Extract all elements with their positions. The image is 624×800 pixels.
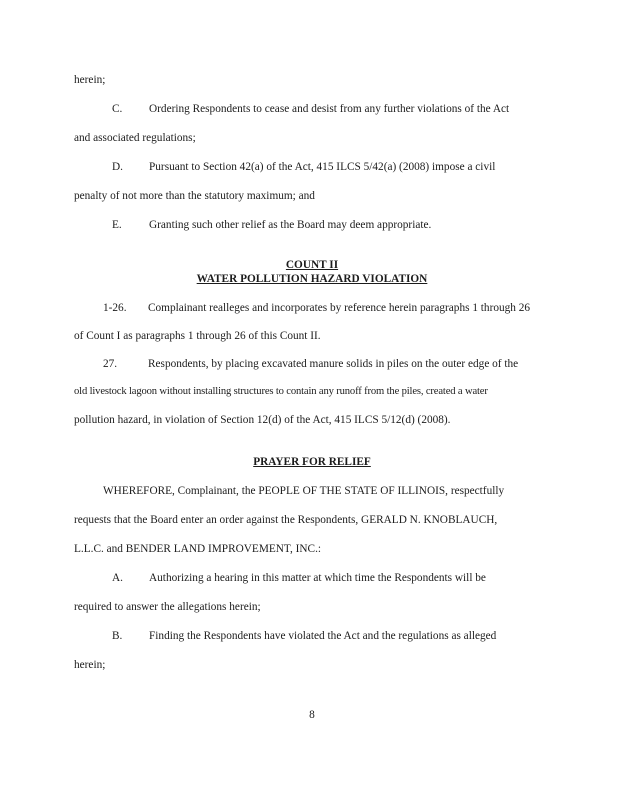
count-subheading: WATER POLLUTION HAZARD VIOLATION: [196, 273, 428, 285]
page-number: 8: [309, 709, 315, 721]
paragraph-c: [112, 102, 509, 116]
item-label: 1-26.: [103, 302, 127, 314]
paragraph-e: [112, 218, 431, 232]
paragraph-line: of Count I as paragraphs 1 through 26 of this Count II.: [74, 330, 321, 342]
paragraph-line: herein;: [74, 659, 106, 671]
paragraph-line: pollution hazard, in violation of Section 12(d) of the Act, 415 ILCS 5/12(d) (2008).: [74, 414, 451, 426]
paragraph-line: required to answer the allegations herein;: [74, 601, 261, 613]
paragraph-line: L.L.C. and BENDER LAND IMPROVEMENT, INC.:: [74, 543, 322, 555]
paragraph-line: Granting such other relief as the Board may deem appropriate.: [149, 219, 432, 231]
item-label: B.: [112, 630, 123, 642]
paragraph-line: penalty of not more than the statutory maximum; and: [74, 190, 315, 202]
paragraph-line: Authorizing a hearing in this matter at which time the Respondents will be: [149, 572, 486, 584]
paragraph-line: Complainant realleges and incorporates by reference herein paragraphs 1 through 26: [148, 302, 531, 314]
paragraph-a: [112, 571, 486, 585]
paragraph-27: [103, 357, 518, 371]
item-label: E.: [112, 219, 122, 231]
paragraph-d: [112, 160, 495, 174]
paragraph-line: requests that the Board enter an order against the Respondents, GERALD N. KNOBLAUCH,: [74, 514, 498, 526]
prayer-heading: PRAYER FOR RELIEF: [253, 456, 371, 468]
paragraph-1-26: [103, 301, 530, 315]
paragraph-line: Respondents, by placing excavated manure solids in piles on the outer edge of the: [148, 358, 519, 370]
item-label: 27.: [103, 358, 118, 370]
paragraph-line: old livestock lagoon without installing structures to contain any runoff from the piles, created a water: [74, 386, 488, 397]
item-label: D.: [112, 161, 123, 173]
paragraph-line: Finding the Respondents have violated the Act and the regulations as alleged: [149, 630, 497, 642]
count-heading: COUNT II: [285, 259, 339, 271]
paragraph-line: Pursuant to Section 42(a) of the Act, 415 ILCS 5/42(a) (2008) impose a civil: [149, 161, 496, 173]
paragraph-line: WHEREFORE, Complainant, the PEOPLE OF THE STATE OF ILLINOIS, respectfully: [103, 485, 505, 497]
item-label: A.: [112, 572, 123, 584]
paragraph-line: Ordering Respondents to cease and desist from any further violations of the Act: [149, 103, 510, 115]
paragraph-line: and associated regulations;: [74, 132, 196, 144]
item-label: C.: [112, 103, 123, 115]
paragraph-line: herein;: [74, 74, 106, 86]
paragraph-b: [112, 629, 496, 643]
